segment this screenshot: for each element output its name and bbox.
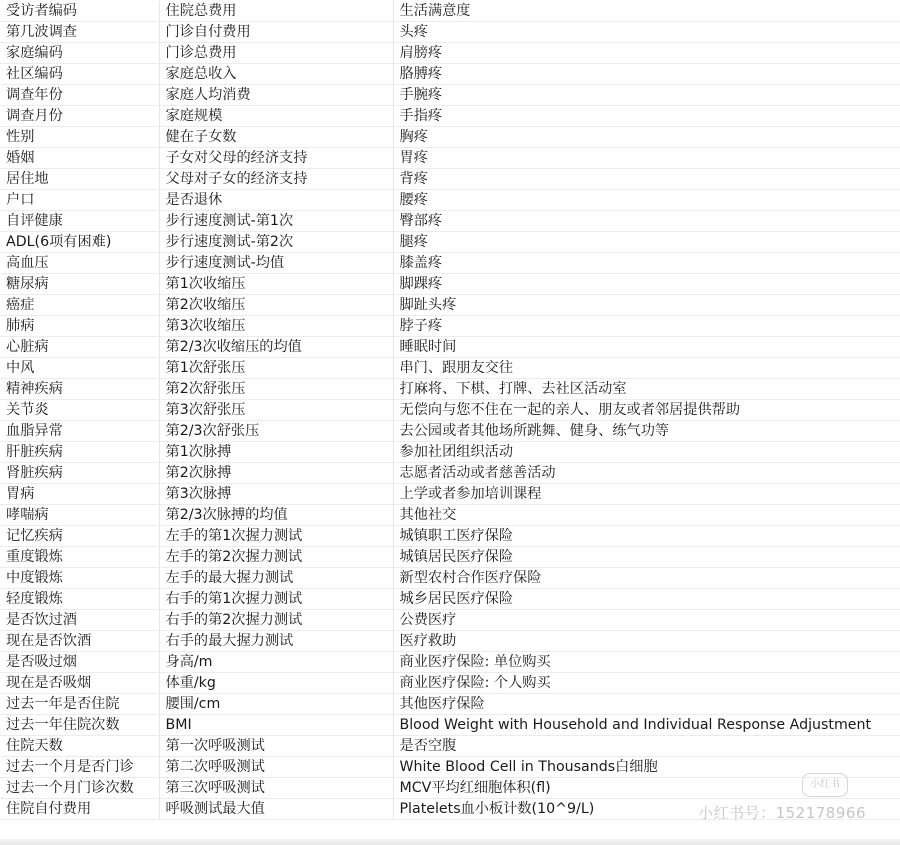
table-cell[interactable]: 中度锻炼 bbox=[0, 568, 159, 589]
table-cell[interactable]: 过去一年是否住院 bbox=[0, 694, 159, 715]
table-cell[interactable]: 家庭规模 bbox=[159, 106, 393, 127]
table-cell[interactable]: 城镇居民医疗保险 bbox=[393, 547, 900, 568]
table-row bbox=[0, 421, 900, 442]
xiaohongshu-logo-watermark: 小红书 bbox=[802, 773, 848, 797]
table-row bbox=[0, 274, 900, 295]
table-row bbox=[0, 442, 900, 463]
table-row bbox=[0, 505, 900, 526]
table-cell[interactable]: 体重/kg bbox=[159, 673, 393, 694]
table-row bbox=[0, 190, 900, 211]
table-cell[interactable]: 步行速度测试-第1次 bbox=[159, 211, 393, 232]
table-cell[interactable]: 脖子疼 bbox=[393, 316, 900, 337]
table-row bbox=[0, 358, 900, 379]
table-cell[interactable]: 手腕疼 bbox=[393, 85, 900, 106]
table-row bbox=[0, 232, 900, 253]
table-cell[interactable]: 腰围/cm bbox=[159, 694, 393, 715]
table-cell[interactable]: 脚踝疼 bbox=[393, 274, 900, 295]
table-cell[interactable]: 家庭编码 bbox=[0, 43, 159, 64]
table-row bbox=[0, 547, 900, 568]
table-cell[interactable]: 第2次收缩压 bbox=[159, 295, 393, 316]
table-cell[interactable]: Blood Weight with Household and Individual Response Adjustment bbox=[393, 715, 900, 736]
table-cell[interactable]: 住院天数 bbox=[0, 736, 159, 757]
table-cell[interactable]: 第2/3次收缩压的均值 bbox=[159, 337, 393, 358]
table-cell[interactable]: 现在是否吸烟 bbox=[0, 673, 159, 694]
xiaohongshu-id-watermark: 小红书号：152178966 bbox=[698, 804, 866, 822]
table-cell[interactable]: 居住地 bbox=[0, 169, 159, 190]
table-cell[interactable]: 第三次呼吸测试 bbox=[159, 778, 393, 799]
table-row bbox=[0, 778, 900, 799]
table-cell[interactable]: 家庭总收入 bbox=[159, 64, 393, 85]
table-row bbox=[0, 484, 900, 505]
table-cell[interactable]: 医疗救助 bbox=[393, 631, 900, 652]
table-cell[interactable]: 门诊总费用 bbox=[159, 43, 393, 64]
table-cell[interactable]: 现在是否饮酒 bbox=[0, 631, 159, 652]
table-cell[interactable]: 打麻将、下棋、打牌、去社区活动室 bbox=[393, 379, 900, 400]
table-cell[interactable]: White Blood Cell in Thousands白细胞 bbox=[393, 757, 900, 778]
table-row bbox=[0, 316, 900, 337]
table-cell[interactable]: 步行速度测试-均值 bbox=[159, 253, 393, 274]
table-row bbox=[0, 295, 900, 316]
table-cell[interactable]: 志愿者活动或者慈善活动 bbox=[393, 463, 900, 484]
table-cell[interactable]: 户口 bbox=[0, 190, 159, 211]
table-cell[interactable]: 肝脏疾病 bbox=[0, 442, 159, 463]
table-cell[interactable]: 左手的第1次握力测试 bbox=[159, 526, 393, 547]
table-cell[interactable]: 血脂异常 bbox=[0, 421, 159, 442]
table-cell[interactable]: 重度锻炼 bbox=[0, 547, 159, 568]
table-row bbox=[0, 526, 900, 547]
table-row bbox=[0, 736, 900, 757]
table-cell[interactable]: 手指疼 bbox=[393, 106, 900, 127]
table-cell[interactable]: 健在子女数 bbox=[159, 127, 393, 148]
table-cell[interactable]: 第一次呼吸测试 bbox=[159, 736, 393, 757]
table-cell[interactable]: 上学或者参加培训课程 bbox=[393, 484, 900, 505]
table-cell[interactable]: 第几波调查 bbox=[0, 22, 159, 43]
table-cell[interactable]: 腰疼 bbox=[393, 190, 900, 211]
table-row bbox=[0, 568, 900, 589]
table-cell[interactable]: 第3次脉搏 bbox=[159, 484, 393, 505]
table-cell[interactable]: 腿疼 bbox=[393, 232, 900, 253]
table-cell[interactable]: 右手的第1次握力测试 bbox=[159, 589, 393, 610]
table-cell[interactable]: 右手的第2次握力测试 bbox=[159, 610, 393, 631]
table-row bbox=[0, 379, 900, 400]
table-cell[interactable]: 糖尿病 bbox=[0, 274, 159, 295]
table-row bbox=[0, 169, 900, 190]
table-cell[interactable]: 第1次收缩压 bbox=[159, 274, 393, 295]
table-cell[interactable]: 步行速度测试-第2次 bbox=[159, 232, 393, 253]
table-cell[interactable]: 肾脏疾病 bbox=[0, 463, 159, 484]
table-cell[interactable]: 公费医疗 bbox=[393, 610, 900, 631]
table-cell[interactable]: 第2/3次舒张压 bbox=[159, 421, 393, 442]
table-cell[interactable]: 胸疼 bbox=[393, 127, 900, 148]
table-cell[interactable]: 膝盖疼 bbox=[393, 253, 900, 274]
spreadsheet-grid bbox=[0, 1, 900, 820]
table-row bbox=[0, 463, 900, 484]
table-cell[interactable]: ADL(6项有困难) bbox=[0, 232, 159, 253]
table-row bbox=[0, 43, 900, 64]
table-cell[interactable]: 新型农村合作医疗保险 bbox=[393, 568, 900, 589]
table-cell[interactable]: 城镇职工医疗保险 bbox=[393, 526, 900, 547]
table-row bbox=[0, 211, 900, 232]
table-cell[interactable]: 背疼 bbox=[393, 169, 900, 190]
table-cell[interactable]: 第1次舒张压 bbox=[159, 358, 393, 379]
table-row bbox=[0, 715, 900, 736]
table-cell[interactable]: 第2次舒张压 bbox=[159, 379, 393, 400]
table-cell[interactable]: 第2次脉搏 bbox=[159, 463, 393, 484]
table-row bbox=[0, 148, 900, 169]
table-cell[interactable]: 受访者编码 bbox=[0, 1, 159, 22]
table-cell[interactable]: MCV平均红细胞体积(fl) bbox=[393, 778, 900, 799]
table-cell[interactable]: Platelets血小板计数(10^9/L) bbox=[393, 799, 900, 820]
table-cell[interactable]: 癌症 bbox=[0, 295, 159, 316]
table-cell[interactable]: 住院总费用 bbox=[159, 1, 393, 22]
table-cell[interactable]: 城乡居民医疗保险 bbox=[393, 589, 900, 610]
table-cell[interactable]: 生活满意度 bbox=[393, 1, 900, 22]
table-cell[interactable]: 肩膀疼 bbox=[393, 43, 900, 64]
table-cell[interactable]: 自评健康 bbox=[0, 211, 159, 232]
table-cell[interactable]: 记忆疾病 bbox=[0, 526, 159, 547]
table-cell[interactable]: 右手的最大握力测试 bbox=[159, 631, 393, 652]
table-row bbox=[0, 253, 900, 274]
table-cell[interactable]: 呼吸测试最大值 bbox=[159, 799, 393, 820]
table-cell[interactable]: 中风 bbox=[0, 358, 159, 379]
table-cell[interactable]: 调查月份 bbox=[0, 106, 159, 127]
table-cell[interactable]: 家庭人均消费 bbox=[159, 85, 393, 106]
table-cell[interactable]: 臀部疼 bbox=[393, 211, 900, 232]
table-cell[interactable]: BMI bbox=[159, 715, 393, 736]
table-cell[interactable]: 身高/m bbox=[159, 652, 393, 673]
table-row bbox=[0, 64, 900, 85]
table-cell[interactable]: 婚姻 bbox=[0, 148, 159, 169]
table-row bbox=[0, 631, 900, 652]
table-cell[interactable]: 是否饮过酒 bbox=[0, 610, 159, 631]
table-cell[interactable]: 参加社团组织活动 bbox=[393, 442, 900, 463]
table-cell[interactable]: 商业医疗保险: 单位购买 bbox=[393, 652, 900, 673]
table-row bbox=[0, 106, 900, 127]
table-cell[interactable]: 精神疾病 bbox=[0, 379, 159, 400]
table-cell[interactable]: 胃病 bbox=[0, 484, 159, 505]
table-cell[interactable]: 第3次收缩压 bbox=[159, 316, 393, 337]
table-cell[interactable]: 其他医疗保险 bbox=[393, 694, 900, 715]
table-cell[interactable]: 心脏病 bbox=[0, 337, 159, 358]
table-cell[interactable]: 高血压 bbox=[0, 253, 159, 274]
table-cell[interactable]: 父母对子女的经济支持 bbox=[159, 169, 393, 190]
table-cell[interactable]: 是否退休 bbox=[159, 190, 393, 211]
table-row bbox=[0, 337, 900, 358]
table-row bbox=[0, 757, 900, 778]
table-cell[interactable]: 头疼 bbox=[393, 22, 900, 43]
table-cell[interactable]: 关节炎 bbox=[0, 400, 159, 421]
table-cell[interactable]: 去公园或者其他场所跳舞、健身、练气功等 bbox=[393, 421, 900, 442]
table-row bbox=[0, 652, 900, 673]
table-row bbox=[0, 1, 900, 22]
table-cell[interactable]: 是否吸过烟 bbox=[0, 652, 159, 673]
sheet-bottom-edge bbox=[0, 839, 900, 845]
table-row bbox=[0, 610, 900, 631]
table-cell[interactable]: 无偿向与您不住在一起的亲人、朋友或者邻居提供帮助 bbox=[393, 400, 900, 421]
table-cell[interactable]: 第3次舒张压 bbox=[159, 400, 393, 421]
table-cell[interactable]: 子女对父母的经济支持 bbox=[159, 148, 393, 169]
table-cell[interactable]: 过去一年住院次数 bbox=[0, 715, 159, 736]
table-cell[interactable]: 左手的第2次握力测试 bbox=[159, 547, 393, 568]
table-row bbox=[0, 22, 900, 43]
table-cell[interactable]: 轻度锻炼 bbox=[0, 589, 159, 610]
table-cell[interactable]: 左手的最大握力测试 bbox=[159, 568, 393, 589]
table-cell[interactable]: 第二次呼吸测试 bbox=[159, 757, 393, 778]
table-row bbox=[0, 400, 900, 421]
table-cell[interactable]: 串门、跟朋友交往 bbox=[393, 358, 900, 379]
table-cell[interactable]: 第2/3次脉搏的均值 bbox=[159, 505, 393, 526]
table-cell[interactable]: 第1次脉搏 bbox=[159, 442, 393, 463]
table-cell[interactable]: 睡眠时间 bbox=[393, 337, 900, 358]
table-cell[interactable]: 脚趾头疼 bbox=[393, 295, 900, 316]
table-cell[interactable]: 胃疼 bbox=[393, 148, 900, 169]
table-cell[interactable]: 性别 bbox=[0, 127, 159, 148]
table-row bbox=[0, 85, 900, 106]
table-cell[interactable]: 过去一个月是否门诊 bbox=[0, 757, 159, 778]
table-cell[interactable]: 其他社交 bbox=[393, 505, 900, 526]
table-cell[interactable]: 肺病 bbox=[0, 316, 159, 337]
table-cell[interactable]: 调查年份 bbox=[0, 85, 159, 106]
table-row bbox=[0, 127, 900, 148]
table-row bbox=[0, 694, 900, 715]
table-cell[interactable]: 社区编码 bbox=[0, 64, 159, 85]
table-cell[interactable]: 过去一个月门诊次数 bbox=[0, 778, 159, 799]
grid-body bbox=[0, 1, 900, 820]
table-cell[interactable]: 住院自付费用 bbox=[0, 799, 159, 820]
table-cell[interactable]: 是否空腹 bbox=[393, 736, 900, 757]
table-row bbox=[0, 589, 900, 610]
table-row bbox=[0, 673, 900, 694]
table-cell[interactable]: 门诊自付费用 bbox=[159, 22, 393, 43]
table-cell[interactable]: 商业医疗保险: 个人购买 bbox=[393, 673, 900, 694]
table-cell[interactable]: 哮喘病 bbox=[0, 505, 159, 526]
table-cell[interactable]: 胳膊疼 bbox=[393, 64, 900, 85]
